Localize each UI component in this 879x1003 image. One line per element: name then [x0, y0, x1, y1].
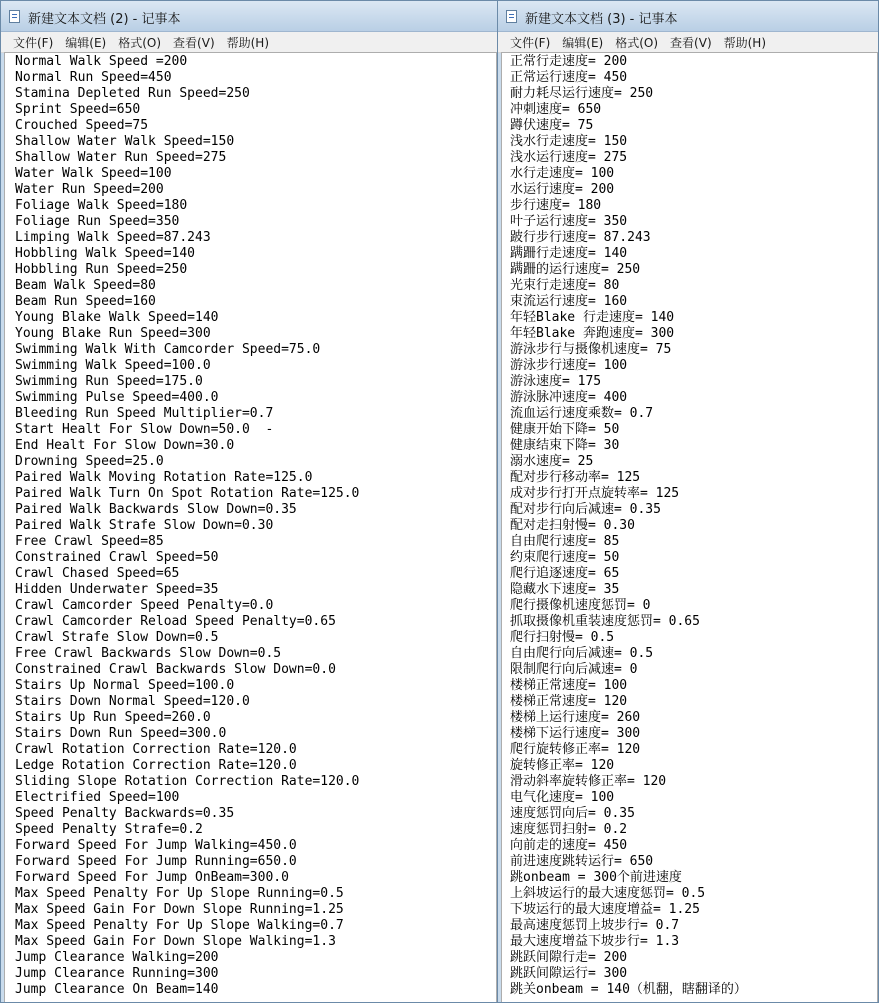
menu-help[interactable]: 帮助(H)	[723, 35, 767, 50]
text-line: 年轻Blake 行走速度= 140	[510, 310, 675, 325]
text-line: Sliding Slope Rotation Correction Rate=120.0	[15, 774, 360, 789]
text-line: 自由爬行向后减速= 0.5	[510, 646, 654, 661]
text-line: 最大速度增益下坡步行= 1.3	[510, 934, 680, 949]
text-line: 楼梯上运行速度= 260	[510, 710, 641, 725]
text-line: 配对步行移动率= 125	[510, 470, 641, 485]
text-line: 速度惩罚扫射= 0.2	[510, 822, 628, 837]
text-line: Beam Run Speed=160	[15, 294, 156, 309]
text-line: Stairs Down Normal Speed=120.0	[15, 694, 250, 709]
text-lines	[5, 53, 496, 998]
notepad-window-right	[497, 0, 879, 1003]
text-line: Beam Walk Speed=80	[15, 278, 156, 293]
text-line: 旋转修正率= 120	[510, 758, 615, 773]
text-line: 楼梯正常速度= 120	[510, 694, 628, 709]
text-line: Normal Run Speed=450	[15, 70, 172, 85]
text-line: Young Blake Run Speed=300	[15, 326, 211, 341]
text-line: 浅水运行速度= 275	[510, 150, 628, 165]
text-line: 电气化速度= 100	[510, 790, 615, 805]
text-line: 下坡运行的最大速度增益= 1.25	[510, 902, 700, 917]
text-line: 爬行追逐速度= 65	[510, 566, 620, 581]
text-line: 流血运行速度乘数= 0.7	[510, 406, 654, 421]
text-line: Stairs Up Run Speed=260.0	[15, 710, 211, 725]
text-line: Start Healt For Slow Down=50.0 -	[15, 422, 274, 437]
text-line: 隐藏水下速度= 35	[510, 582, 620, 597]
text-line: Sprint Speed=650	[15, 102, 141, 117]
text-line: 爬行旋转修正率= 120	[510, 742, 641, 757]
title-bar[interactable]	[498, 1, 878, 32]
text-line: Jump Clearance Walking=200	[15, 950, 219, 965]
text-line: 抓取摄像机重装速度惩罚= 0.65	[510, 614, 700, 629]
text-line: Ledge Rotation Correction Rate=120.0	[15, 758, 297, 773]
menu-format[interactable]: 格式(O)	[118, 35, 162, 50]
text-line: Electrified Speed=100	[15, 790, 180, 805]
text-line: 最高速度惩罚上坡步行= 0.7	[510, 918, 680, 933]
title-bar[interactable]	[1, 1, 501, 32]
text-line: 跳关onbeam = 140（机翻，瞎翻译的）	[510, 982, 747, 997]
text-line: 叶子运行速度= 350	[510, 214, 628, 229]
text-line: Shallow Water Walk Speed=150	[15, 134, 235, 149]
text-line: Free Crawl Backwards Slow Down=0.5	[15, 646, 282, 661]
text-line: Drowning Speed=25.0	[15, 454, 164, 469]
text-line: Crawl Chased Speed=65	[15, 566, 180, 581]
text-line: 滑动斜率旋转修正率= 120	[510, 774, 667, 789]
text-line: 跛行步行速度= 87.243	[510, 230, 651, 245]
text-line: Max Speed Penalty For Up Slope Running=0.5	[15, 886, 344, 901]
text-line: Water Walk Speed=100	[15, 166, 172, 181]
text-line: Forward Speed For Jump Running=650.0	[15, 854, 297, 869]
menu-bar	[1, 32, 501, 53]
notepad-icon	[506, 10, 517, 23]
window-title: 新建文本文档 (3) - 记事本	[525, 12, 678, 27]
text-line: Max Speed Penalty For Up Slope Walking=0.7	[15, 918, 344, 933]
text-line: Hidden Underwater Speed=35	[15, 582, 219, 597]
text-editor[interactable]	[501, 52, 878, 1002]
text-line: 水行走速度= 100	[510, 166, 615, 181]
menu-help[interactable]: 帮助(H)	[226, 35, 270, 50]
text-line: Paired Walk Strafe Slow Down=0.30	[15, 518, 274, 533]
text-line: 跳跃间隙行走= 200	[510, 950, 628, 965]
text-line: Stamina Depleted Run Speed=250	[15, 86, 250, 101]
text-line: 跳onbeam = 300个前进速度	[510, 870, 682, 885]
text-line: 配对走扫射慢= 0.30	[510, 518, 635, 533]
text-line: 正常运行速度= 450	[510, 70, 628, 85]
text-line: Shallow Water Run Speed=275	[15, 150, 227, 165]
text-line: Speed Penalty Strafe=0.2	[15, 822, 203, 837]
text-line: 游泳速度= 175	[510, 374, 602, 389]
text-line: 蹒跚的运行速度= 250	[510, 262, 641, 277]
menu-edit[interactable]: 编辑(E)	[65, 35, 107, 50]
text-line: Paired Walk Moving Rotation Rate=125.0	[15, 470, 313, 485]
text-line: Foliage Run Speed=350	[15, 214, 180, 229]
text-line: Constrained Crawl Backwards Slow Down=0.0	[15, 662, 336, 677]
text-line: Jump Clearance On Beam=140	[15, 982, 219, 997]
text-line: 约束爬行速度= 50	[510, 550, 620, 565]
text-line: Max Speed Gain For Down Slope Running=1.25	[15, 902, 344, 917]
text-line: Crawl Strafe Slow Down=0.5	[15, 630, 219, 645]
text-line: 蹲伏速度= 75	[510, 118, 594, 133]
text-line: Swimming Run Speed=175.0	[15, 374, 203, 389]
text-lines	[502, 53, 877, 998]
text-line: 正常行走速度= 200	[510, 54, 628, 69]
notepad-icon	[9, 10, 20, 23]
text-line: Free Crawl Speed=85	[15, 534, 164, 549]
text-line: Swimming Walk With Camcorder Speed=75.0	[15, 342, 321, 357]
text-line: 健康结束下降= 30	[510, 438, 620, 453]
text-line: End Healt For Slow Down=30.0	[15, 438, 235, 453]
text-line: Forward Speed For Jump Walking=450.0	[15, 838, 297, 853]
text-line: Young Blake Walk Speed=140	[15, 310, 219, 325]
menu-edit[interactable]: 编辑(E)	[562, 35, 604, 50]
text-line: 向前走的速度= 450	[510, 838, 628, 853]
text-line: 步行速度= 180	[510, 198, 602, 213]
menu-view[interactable]: 查看(V)	[173, 35, 215, 50]
text-line: 自由爬行速度= 85	[510, 534, 620, 549]
text-line: 成对步行打开点旋转率= 125	[510, 486, 680, 501]
text-line: Crouched Speed=75	[15, 118, 149, 133]
text-line: 游泳步行与摄像机速度= 75	[510, 342, 672, 357]
text-line: 跳跃间隙运行= 300	[510, 966, 628, 981]
window-title: 新建文本文档 (2) - 记事本	[28, 12, 181, 27]
text-line: Paired Walk Backwards Slow Down=0.35	[15, 502, 297, 517]
text-line: 游泳步行速度= 100	[510, 358, 628, 373]
text-line: 爬行摄像机速度惩罚= 0	[510, 598, 651, 613]
text-line: 前进速度跳转运行= 650	[510, 854, 654, 869]
text-line: Crawl Camcorder Reload Speed Penalty=0.65	[15, 614, 336, 629]
text-line: Swimming Pulse Speed=400.0	[15, 390, 219, 405]
text-line: Stairs Up Normal Speed=100.0	[15, 678, 235, 693]
text-line: 冲刺速度= 650	[510, 102, 602, 117]
text-line: Max Speed Gain For Down Slope Walking=1.3	[15, 934, 336, 949]
text-line: 上斜坡运行的最大速度惩罚= 0.5	[510, 886, 706, 901]
text-line: 速度惩罚向后= 0.35	[510, 806, 635, 821]
text-line: 束流运行速度= 160	[510, 294, 628, 309]
text-line: 光束行走速度= 80	[510, 278, 620, 293]
text-line: Foliage Walk Speed=180	[15, 198, 188, 213]
text-line: 溺水速度= 25	[510, 454, 594, 469]
menu-bar	[498, 32, 878, 53]
text-line: 耐力耗尽运行速度= 250	[510, 86, 654, 101]
text-line: 配对步行向后减速= 0.35	[510, 502, 661, 517]
text-line: Constrained Crawl Speed=50	[15, 550, 219, 565]
text-line: 浅水行走速度= 150	[510, 134, 628, 149]
text-line: Stairs Down Run Speed=300.0	[15, 726, 227, 741]
text-line: 健康开始下降= 50	[510, 422, 620, 437]
text-line: Crawl Camcorder Speed Penalty=0.0	[15, 598, 274, 613]
menu-file[interactable]: 文件(F)	[510, 35, 551, 50]
text-line: 楼梯下运行速度= 300	[510, 726, 641, 741]
menu-format[interactable]: 格式(O)	[615, 35, 659, 50]
text-line: Hobbling Walk Speed=140	[15, 246, 196, 261]
text-line: Limping Walk Speed=87.243	[15, 230, 211, 245]
text-line: Forward Speed For Jump OnBeam=300.0	[15, 870, 289, 885]
text-line: Water Run Speed=200	[15, 182, 164, 197]
text-line: 水运行速度= 200	[510, 182, 615, 197]
text-line: Normal Walk Speed =200	[15, 54, 188, 69]
text-line: Speed Penalty Backwards=0.35	[15, 806, 235, 821]
text-line: Crawl Rotation Correction Rate=120.0	[15, 742, 297, 757]
menu-view[interactable]: 查看(V)	[670, 35, 712, 50]
text-line: 年轻Blake 奔跑速度= 300	[510, 326, 675, 341]
text-line: Hobbling Run Speed=250	[15, 262, 188, 277]
text-line: Jump Clearance Running=300	[15, 966, 219, 981]
menu-file[interactable]: 文件(F)	[13, 35, 54, 50]
text-line: Bleeding Run Speed Multiplier=0.7	[15, 406, 274, 421]
text-line: 爬行扫射慢= 0.5	[510, 630, 615, 645]
text-line: Paired Walk Turn On Spot Rotation Rate=125.0	[15, 486, 360, 501]
text-editor[interactable]	[4, 52, 497, 1002]
text-line: Swimming Walk Speed=100.0	[15, 358, 211, 373]
text-line: 游泳脉冲速度= 400	[510, 390, 628, 405]
text-line: 楼梯正常速度= 100	[510, 678, 628, 693]
text-line: 蹒跚行走速度= 140	[510, 246, 628, 261]
text-line: 限制爬行向后减速= 0	[510, 662, 638, 677]
